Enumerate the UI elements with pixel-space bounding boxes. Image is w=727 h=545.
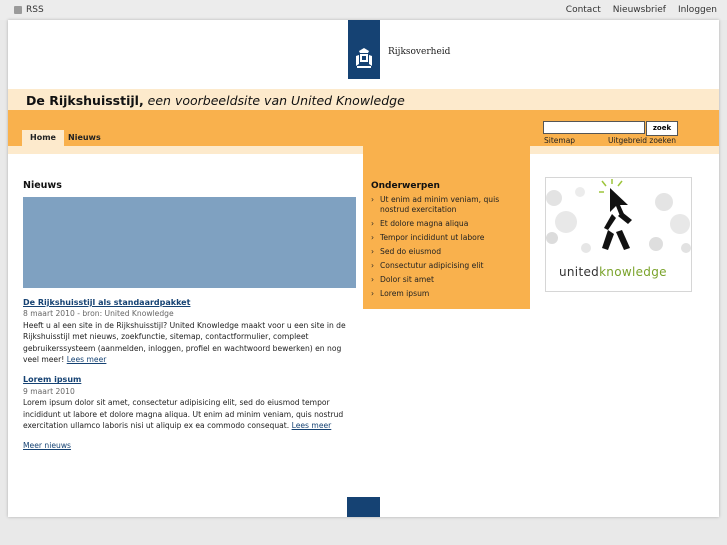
news-item <box>23 374 357 431</box>
navigation-bar <box>8 110 719 146</box>
rijksoverheid-logo[interactable] <box>348 20 380 79</box>
chevron-right-icon: › <box>371 219 375 228</box>
chevron-right-icon: › <box>371 247 375 256</box>
rss-label: RSS <box>26 5 44 15</box>
uk-word-united: united <box>559 265 600 279</box>
chevron-right-icon: › <box>371 275 375 284</box>
top-utility-bar <box>0 0 727 20</box>
site-title-bold: De Rijkshuisstijl, <box>26 93 144 108</box>
news-item-title[interactable]: De Rijkshuisstijl als standaardpakket <box>23 298 191 307</box>
read-more-link[interactable]: Lees meer <box>291 421 332 431</box>
site-title-italic: een voorbeeldsite van United Knowledge <box>143 93 405 108</box>
topic-item[interactable] <box>371 275 521 285</box>
news-item-meta: 8 maart 2010 - bron: United Knowledge <box>23 309 174 319</box>
topic-item[interactable] <box>371 261 521 271</box>
uk-word-knowledge: knowledge <box>599 265 667 279</box>
top-links <box>566 5 717 15</box>
contact-link[interactable]: Contact <box>565 5 601 15</box>
topics-list <box>371 195 521 303</box>
news-section <box>23 180 357 450</box>
united-knowledge-wordmark <box>559 265 667 279</box>
rss-icon <box>14 6 22 14</box>
topic-item[interactable] <box>371 195 521 215</box>
tab-nieuws[interactable]: Nieuws <box>68 133 101 142</box>
topic-label: Et dolore magna aliqua <box>380 219 469 228</box>
chevron-right-icon: › <box>371 261 375 270</box>
coat-of-arms-icon <box>355 48 373 70</box>
news-item-title[interactable]: Lorem ipsum <box>23 375 82 385</box>
footer-brand-block <box>347 497 380 517</box>
news-item-body: Heeft u al een site in de Rijkshuisstijl? United Knowledge maakt voor u een site in de Rijkshuisstijl met nieuws, zoekfunctie, sitemap, contactformulier, compleet gebruikerssysteem (aanmelden, inloggen, profiel en wachtwoord bewerken) en nog veel meer! <box>23 320 346 365</box>
advanced-search-link[interactable]: Uitgebreid zoeken <box>608 136 676 145</box>
topics-box <box>363 146 530 309</box>
news-item-body: Lorem ipsum dolor sit amet, consectetur adipisicing elit, sed do eiusmod tempor incididunt ut labore et dolore magna aliqua. Ut enim ad minim veniam, quis nostrud exercitation ullamco laboris nisi ut aliquip ex ea commodo consequat. <box>23 398 344 431</box>
united-knowledge-logo[interactable] <box>545 177 692 292</box>
inloggen-link[interactable]: Inloggen <box>677 5 717 15</box>
news-image <box>23 197 356 288</box>
news-item-meta: 9 maart 2010 <box>23 386 75 396</box>
united-knowledge-graphic-icon <box>546 178 691 263</box>
search-button[interactable]: zoek <box>646 121 678 136</box>
read-more-link[interactable]: Lees meer <box>66 355 107 365</box>
topic-item[interactable] <box>371 233 521 243</box>
topic-label: Ut enim ad minim veniam, quis nostrud exercitation <box>380 195 500 214</box>
topic-label: Sed do eiusmod <box>380 247 442 256</box>
site-title <box>26 93 405 108</box>
search-input[interactable] <box>543 121 645 134</box>
topics-heading: Onderwerpen <box>371 181 440 191</box>
site-title-bar <box>8 89 719 110</box>
news-heading: Nieuws <box>23 180 62 191</box>
topic-item[interactable] <box>371 247 521 257</box>
chevron-right-icon: › <box>371 195 375 204</box>
page-container <box>8 20 719 517</box>
topic-label: Tempor incididunt ut labore <box>380 233 485 242</box>
rss-link[interactable] <box>14 5 44 15</box>
chevron-right-icon: › <box>371 289 375 298</box>
nieuwsbrief-link[interactable]: Nieuwsbrief <box>612 5 666 15</box>
topic-label: Lorem ipsum <box>380 289 430 298</box>
topic-label: Consectutur adipicising elit <box>380 261 484 270</box>
news-item <box>23 297 357 365</box>
tab-home[interactable]: Home <box>22 130 64 146</box>
sitemap-link[interactable]: Sitemap <box>544 136 576 145</box>
topic-label: Dolor sit amet <box>380 275 434 284</box>
more-news-link[interactable]: Meer nieuws <box>23 441 72 451</box>
chevron-right-icon: › <box>371 233 375 242</box>
logo-text: Rijksoverheid <box>388 47 451 57</box>
topic-item[interactable] <box>371 289 521 299</box>
topic-item[interactable] <box>371 219 521 229</box>
